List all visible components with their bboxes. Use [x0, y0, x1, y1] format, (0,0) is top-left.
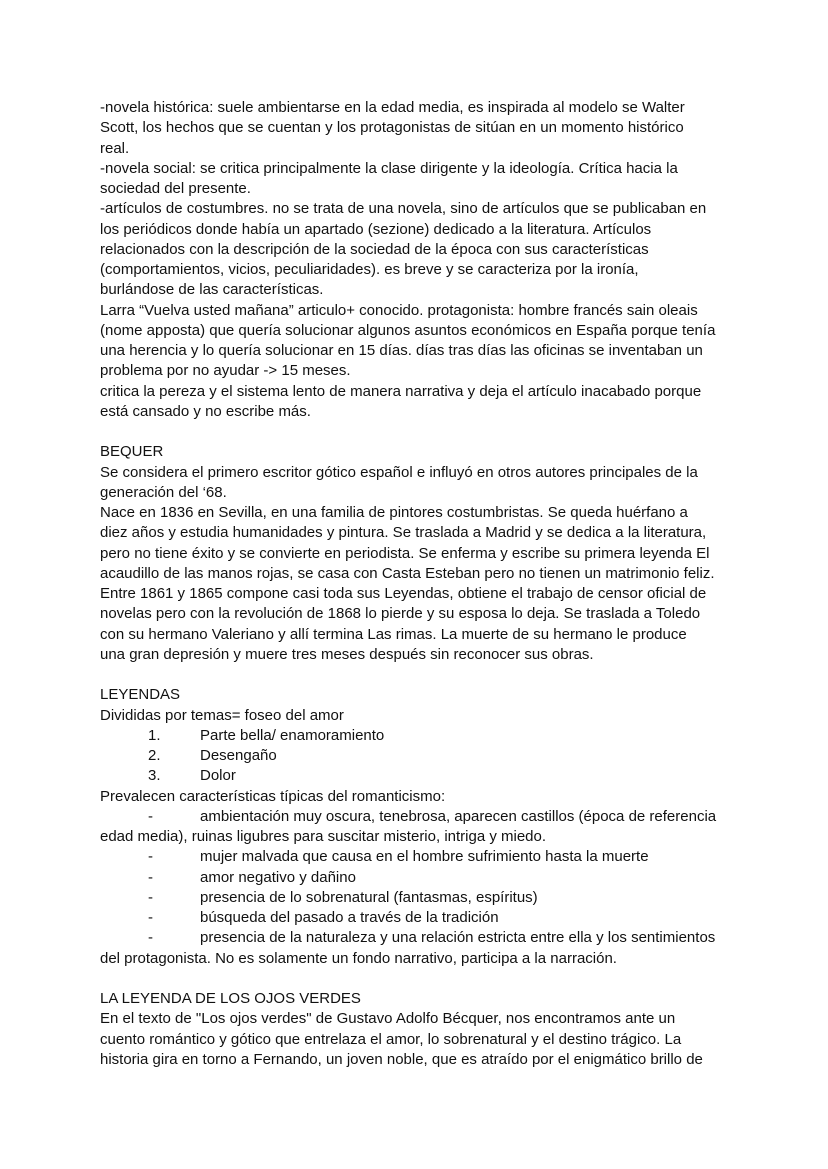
list-number: 1. [148, 726, 161, 744]
list-item [100, 726, 760, 746]
text-line: cuento romántico y gótico que entrelaza el amor, lo sobrenatural y el destino trágico. La [100, 1030, 682, 1048]
text-line: está cansado y no escribe más. [100, 402, 311, 420]
list-item-text: Desengaño [200, 747, 277, 764]
text-line: edad media), ruinas ligubres para suscitar misterio, intriga y miedo. [100, 828, 547, 845]
text-line: una herencia y lo quería solucionar en 15 días. días tras días las oficinas se inventaban un [100, 342, 703, 359]
text-line: los periódicos donde había un apartado (sezione) dedicado a la literatura. Artículos [100, 220, 652, 238]
text-line: real. [100, 139, 130, 157]
text-line: generación del ‘68. [100, 483, 227, 501]
text-line: del protagonista. No es solamente un fondo narrativo, participa a la narración. [100, 949, 617, 967]
list-item-text: Dolor [200, 767, 236, 785]
bullet-marker: - [148, 868, 153, 886]
text-line: LEYENDAS [100, 686, 181, 704]
text-line: critica la pereza y el sistema lento de manera narrativa y deja el artículo inacabado porque [100, 382, 702, 400]
text-line: Prevalecen características típicas del romanticismo: [100, 787, 446, 805]
list-item-text: amor negativo y dañino [200, 868, 356, 886]
list-item-text: ambientación muy oscura, tenebrosa, aparecen castillos (época de referencia [200, 807, 717, 825]
text-line: Entre 1861 y 1865 compone casi toda sus Leyendas, obtiene el trabajo de censor oficial de [100, 585, 707, 602]
text-line: novelas pero con la revolución de 1868 lo pierde y su esposa lo deja. Se traslada a Toledo [100, 605, 701, 623]
text-line: con su hermano Valeriano y allí termina Las rimas. La muerte de su hermano le produce [100, 625, 687, 643]
document-page [100, 98, 760, 1070]
bullet-marker: - [148, 929, 153, 947]
text-line: BEQUER [100, 443, 164, 461]
text-line: Nace en 1836 en Sevilla, en una familia de pintores costumbristas. Se queda huérfano a [100, 504, 688, 521]
text-line: -novela histórica: suele ambientarse en la edad media, es inspirada al modelo se Walter [100, 99, 685, 116]
bullet-marker: - [148, 909, 153, 926]
text-line: Se considera el primero escritor gótico español e influyó en otros autores principales de la [100, 463, 698, 481]
text-line: relacionados con la descripción de la sociedad de la época con sus características [100, 240, 649, 258]
list-item [100, 928, 760, 948]
list-item-text: presencia de lo sobrenatural (fantasmas, espíritus) [200, 888, 538, 906]
text-line: (nome apposta) que quería solucionar algunos asuntos económicos en España porque tenía [100, 321, 716, 339]
blank-line [100, 665, 760, 685]
text-line: problema por no ayudar -> 15 meses. [100, 362, 351, 380]
text-line: Divididas por temas= foseo del amor [100, 706, 344, 724]
text-line: burlándose de las características. [100, 281, 324, 299]
text-line: LA LEYENDA DE LOS OJOS VERDES [100, 990, 361, 1007]
text-line: -novela social: se critica principalmente la clase dirigente y la ideología. Crítica hacia la [100, 159, 678, 177]
bullet-marker: - [148, 888, 153, 906]
bullet-marker: - [148, 848, 153, 866]
bullet-marker: - [148, 807, 153, 825]
blank-line [100, 422, 760, 442]
list-item-text: mujer malvada que causa en el hombre sufrimiento hasta la muerte [200, 848, 649, 866]
list-number: 2. [148, 747, 161, 764]
text-line: Larra “Vuelva usted mañana” articulo+ conocido. protagonista: hombre francés sain oleais [100, 301, 698, 319]
text-line: (comportamientos, vicios, peculiaridades). es breve y se caracteriza por la ironía, [100, 261, 639, 278]
list-item [100, 766, 760, 786]
list-item-text: Parte bella/ enamoramiento [200, 726, 385, 744]
list-item [100, 868, 760, 888]
text-line: -artículos de costumbres. no se trata de una novela, sino de artículos que se publicaban en [100, 200, 707, 218]
text-line: diez años y estudia humanidades y pintura. Se traslada a Madrid y se dedica a la literatura, [100, 524, 707, 542]
text-line: Scott, los hechos que se cuentan y los protagonistas de sitúan en un momento histórico [100, 119, 684, 137]
list-item [100, 807, 760, 827]
list-item [100, 847, 760, 867]
text-line: acaudillo de las manos rojas, se casa con Casta Esteban pero no tienen un matrimonio feliz. [100, 564, 715, 582]
text-line: una gran depresión y muere tres meses después sin reconocer sus obras. [100, 645, 594, 663]
text-line: sociedad del presente. [100, 180, 251, 197]
list-item-text: búsqueda del pasado a través de la tradición [200, 909, 499, 926]
text-line: En el texto de "Los ojos verdes" de Gustavo Adolfo Bécquer, nos encontramos ante un [100, 1010, 676, 1028]
text-line: pero no tiene éxito y se convierte en periodista. Se enferma y escribe su primera leyenda El [100, 544, 710, 562]
list-item [100, 908, 760, 928]
list-item-text: presencia de la naturaleza y una relación estricta entre ella y los sentimientos [200, 929, 716, 947]
text-line: historia gira en torno a Fernando, un joven noble, que es atraído por el enigmático brillo de [100, 1050, 703, 1068]
list-item [100, 746, 760, 766]
list-item [100, 888, 760, 908]
blank-line [100, 969, 760, 989]
list-number: 3. [148, 767, 161, 785]
